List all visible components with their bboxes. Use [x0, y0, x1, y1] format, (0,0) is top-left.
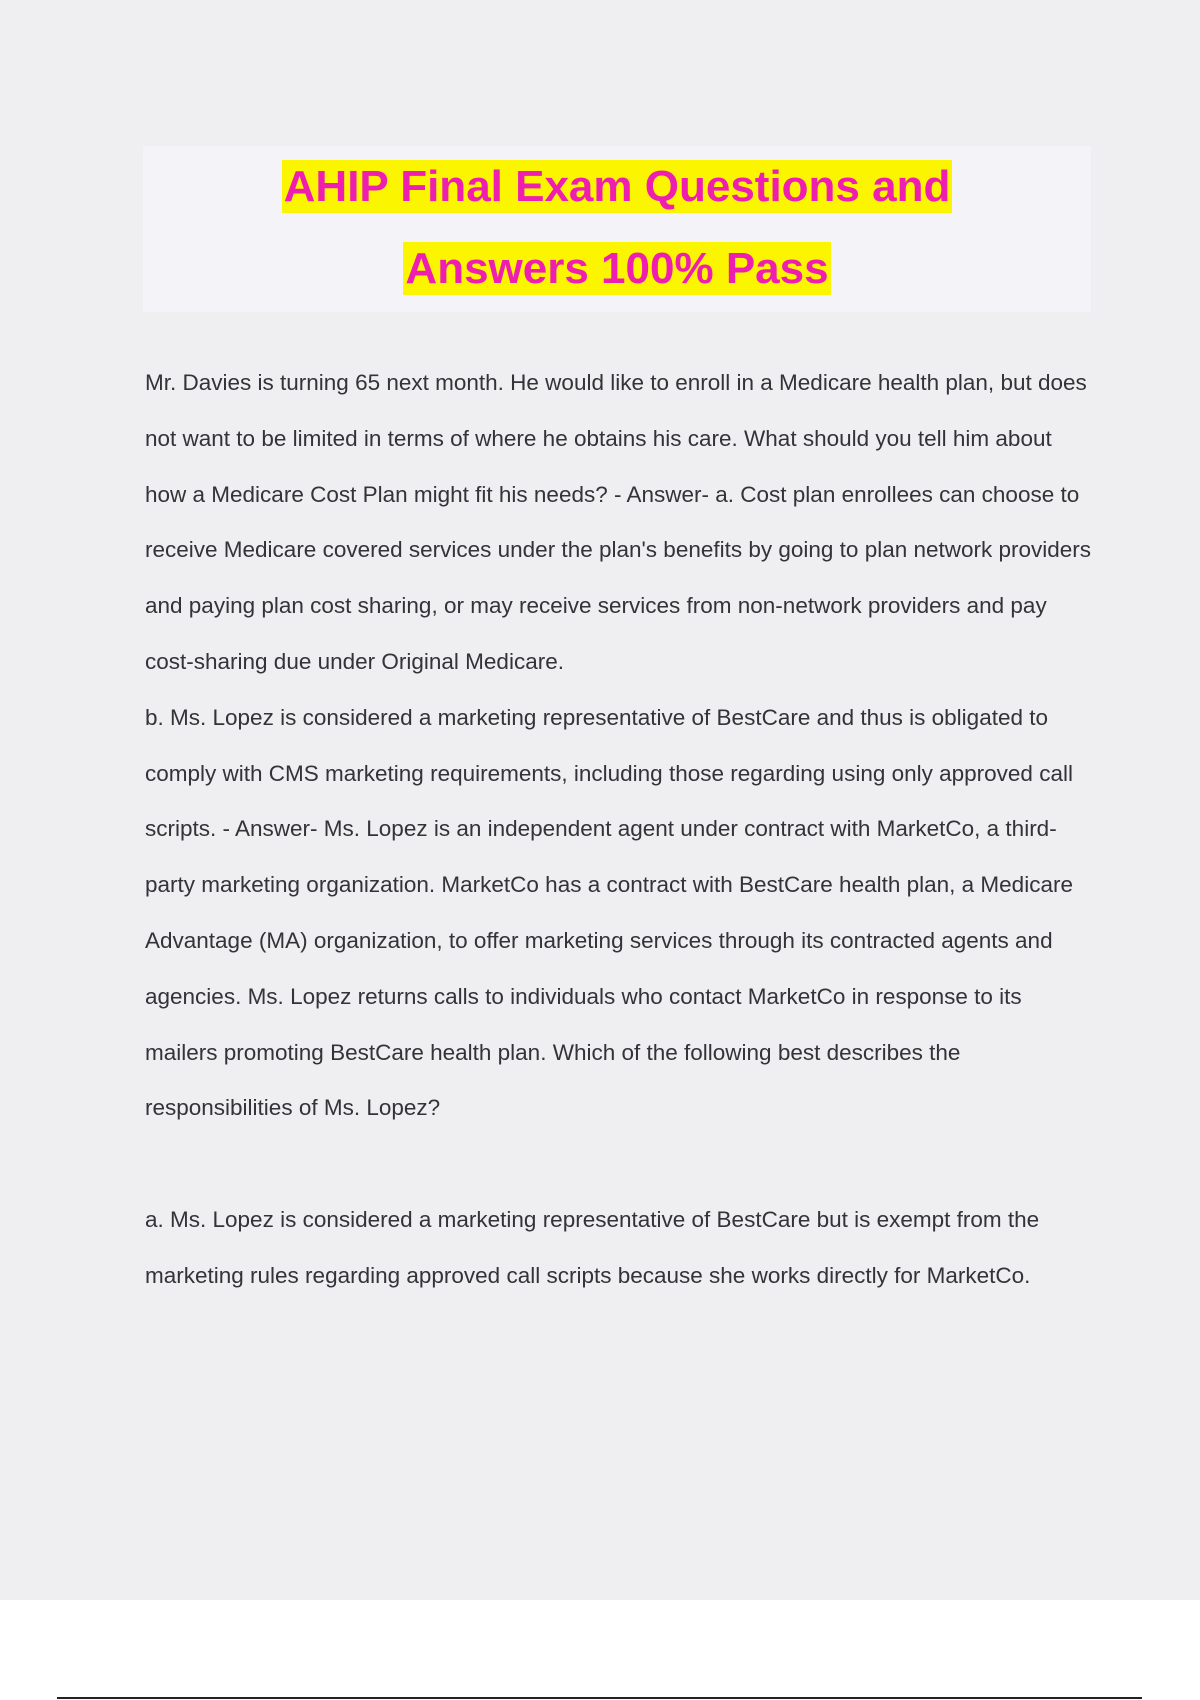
document-title-line-1	[143, 146, 1091, 228]
question-paragraph-1: Mr. Davies is turning 65 next month. He would like to enroll in a Medicare health plan, but does not want to be limited in terms of where he obtains his care. What should you tell him about how a Medicare Cost Plan might fit his needs? - Answer- a. Cost plan enrollees can choose to receive Medicare covered services under the plan's benefits by going to plan network providers and paying plan cost sharing, or may receive services from non-network providers and pay cost-sharing due under Original Medicare.	[145, 370, 1092, 674]
title-block	[143, 146, 1091, 312]
question-paragraph-2: b. Ms. Lopez is considered a marketing representative of BestCare and thus is obligated to comply with CMS marketing requirements, including those regarding using only approved call scripts. - Answer- Ms. Lopez is an independent agent under contract with MarketCo, a third-party marketing organization. MarketCo has a contract with BestCare health plan, a Medicare Advantage (MA) organization, to offer marketing services through its contracted agents and agencies. Ms. Lopez returns calls to individuals who contact MarketCo in response to its mailers promoting BestCare health plan. Which of the following best describes the responsibilities of Ms. Lopez?	[145, 704, 1073, 1121]
title-highlight-2: Answers 100% Pass	[405, 244, 829, 293]
question-paragraph-3: a. Ms. Lopez is considered a marketing representative of BestCare but is exempt from the marketing rules regarding approved call scripts because she works directly for MarketCo.	[145, 1206, 1040, 1288]
footer-divider	[57, 1697, 1142, 1699]
title-highlight-1: AHIP Final Exam Questions and	[283, 162, 951, 211]
document-title-line-2	[143, 228, 1091, 310]
document-body	[145, 355, 1095, 1304]
paragraph-spacer	[145, 1136, 1095, 1192]
